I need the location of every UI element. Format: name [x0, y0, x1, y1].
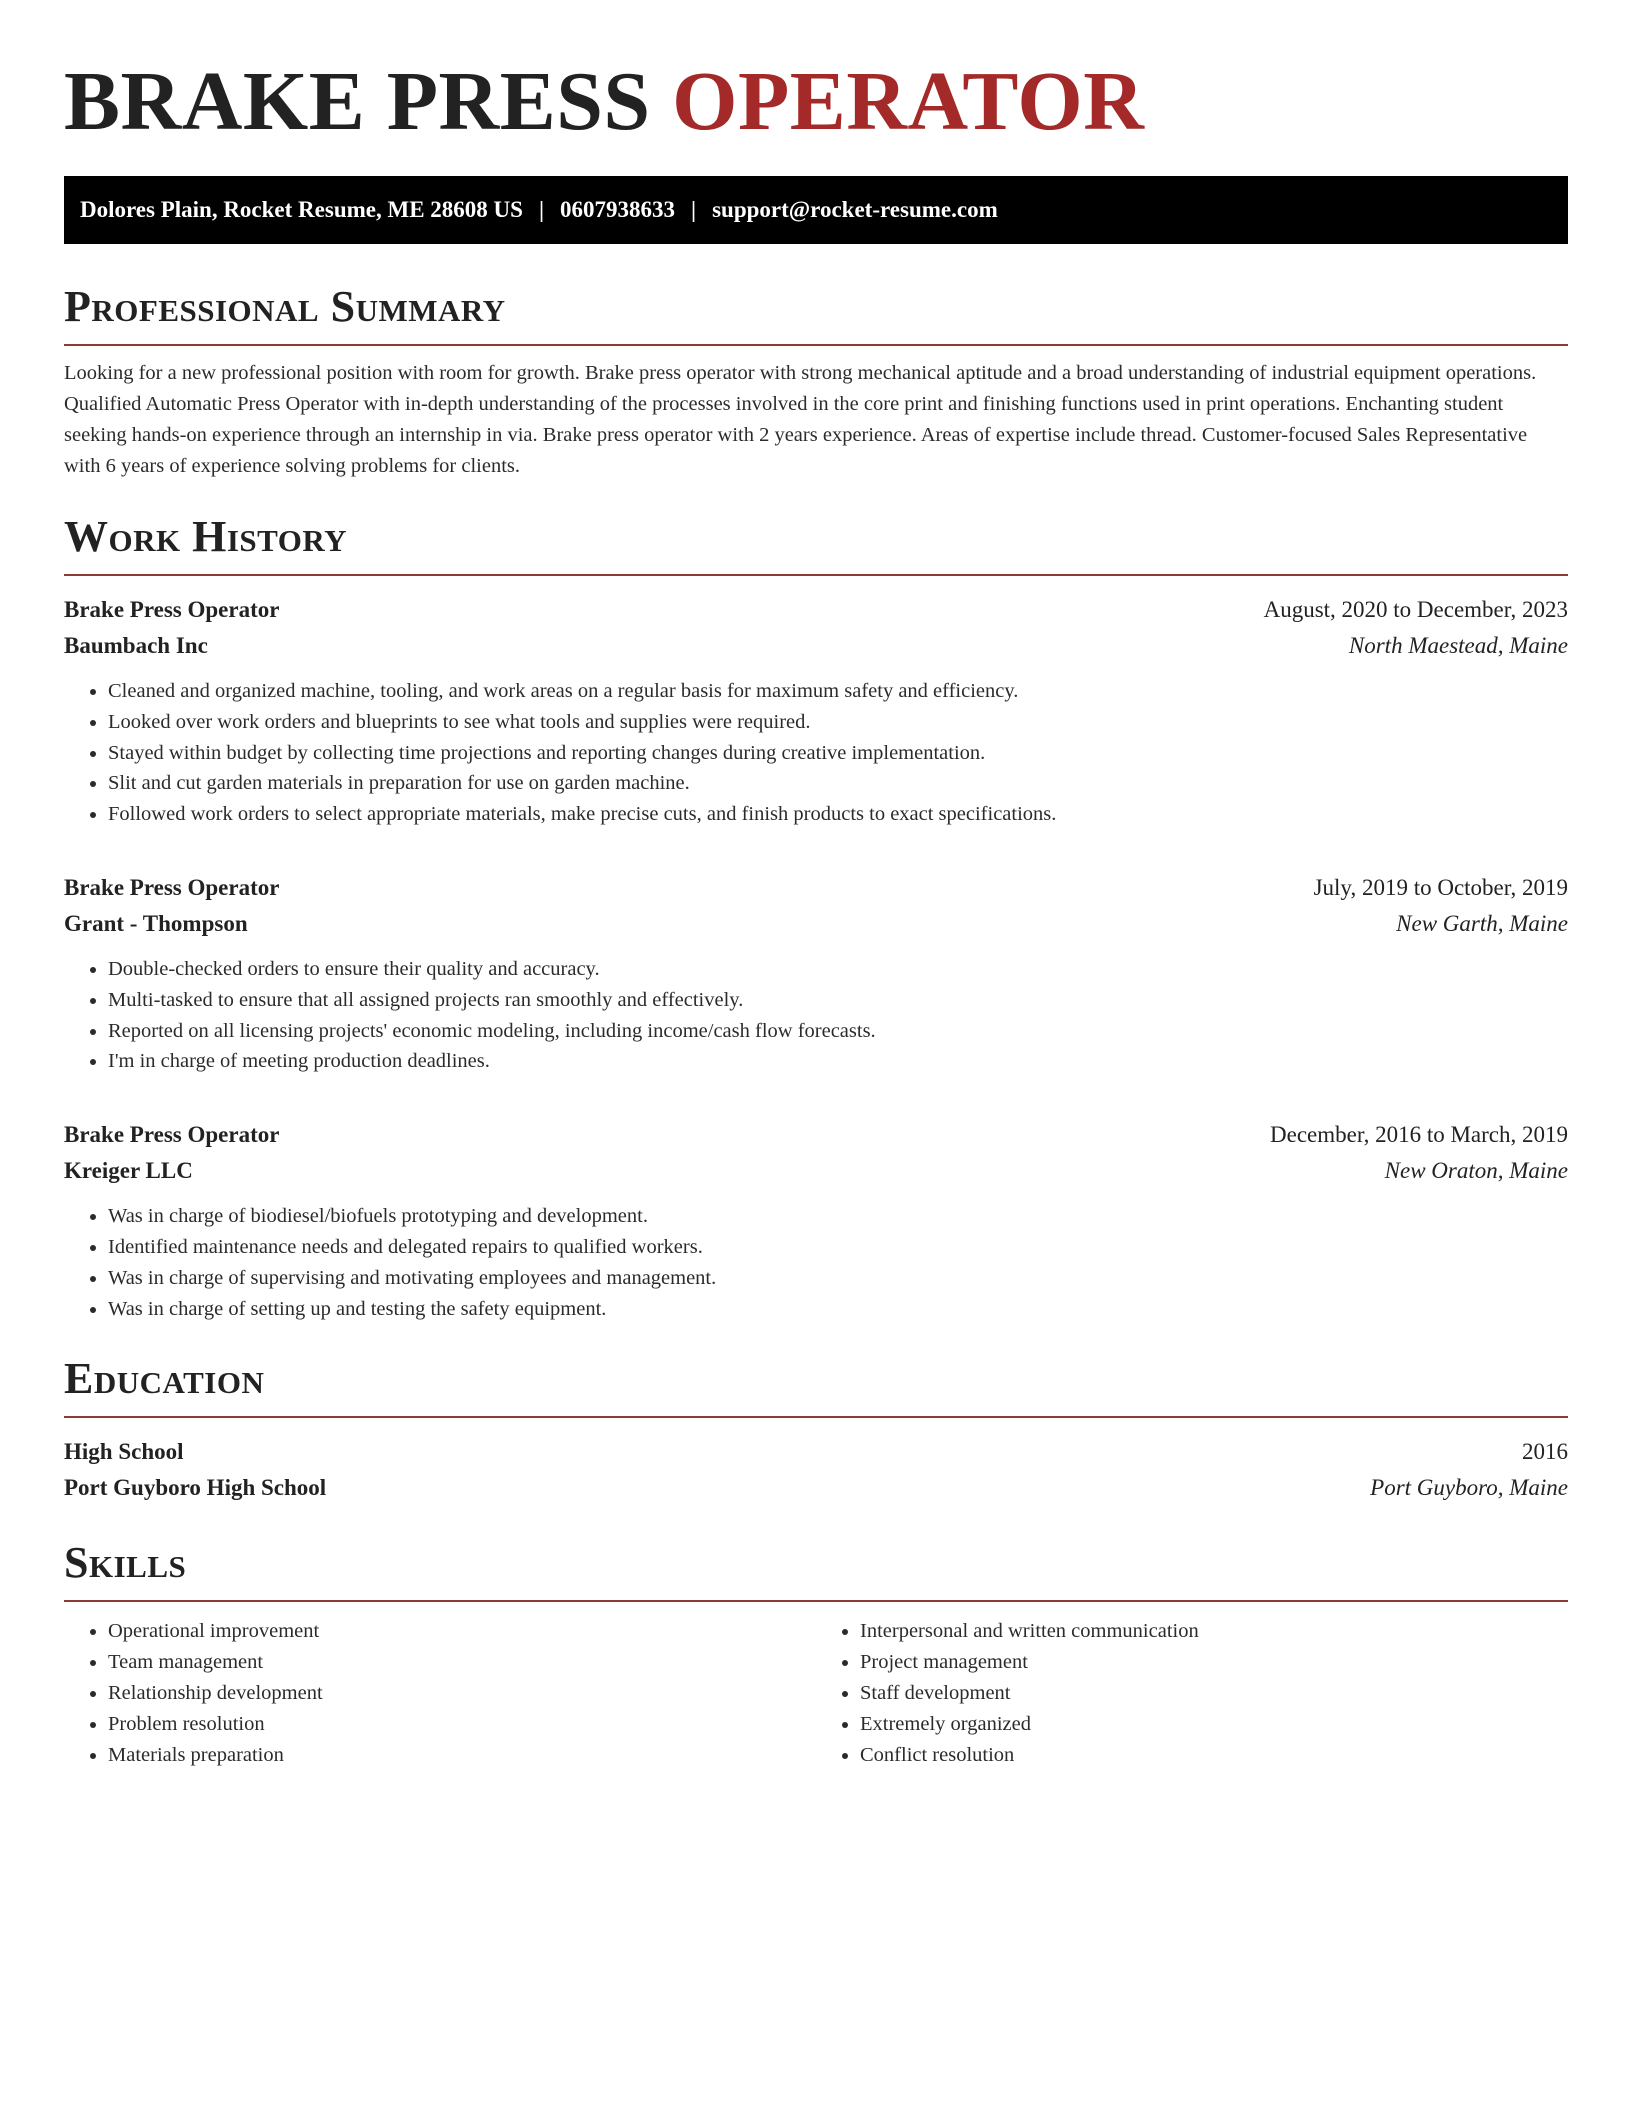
- skill-item: • Project management: [860, 1647, 1568, 1678]
- skill-item: • Materials preparation: [108, 1740, 816, 1771]
- job-header-row: [64, 1117, 1568, 1153]
- list-item: • Looked over work orders and blueprints to see what tools and supplies were required.: [108, 707, 1568, 738]
- job-location: New Garth, Maine: [1396, 910, 1568, 936]
- job-header-row: [64, 870, 1568, 906]
- list-item: • Cleaned and organized machine, tooling, and work areas on a regular basis for maximum safety and efficiency.: [108, 676, 1568, 707]
- job-title: Brake Press Operator: [64, 597, 280, 622]
- section-heading-summary: Professional Summary: [64, 282, 506, 331]
- resume-title: [64, 0, 1568, 152]
- job-title: Brake Press Operator: [64, 1122, 280, 1148]
- summary-text: Looking for a new professional position with room for growth. Brake press operator with strong mechanical aptitude and a broad understanding of industrial equipment operations. Qualified Automatic Press Operator with in-depth understanding of the processes involved in the core print and finishing functions used in print operations. Enchanting student seeking hands-on experience through an internship in via. Brake press operator with 2 years experience. Areas of expertise include thread. Customer-focused Sales Representative with 6 years of experience solving problems for clients.: [64, 362, 1537, 477]
- list-item: • I'm in charge of meeting production deadlines.: [108, 1046, 1568, 1077]
- section-divider: [64, 1600, 1568, 1602]
- list-item: • Identified maintenance needs and delegated repairs to qualified workers.: [108, 1232, 1568, 1263]
- contact-email[interactable]: support@rocket-resume.com: [712, 197, 998, 222]
- education-location: Port Guyboro, Maine: [1370, 1475, 1568, 1501]
- education-school: Port Guyboro High School: [64, 1475, 327, 1501]
- job-dates: July, 2019 to October, 2019: [1313, 874, 1568, 900]
- job-location: New Oraton, Maine: [1384, 1158, 1568, 1184]
- section-divider: [64, 574, 1568, 576]
- list-item: • Double-checked orders to ensure their quality and accuracy.: [108, 954, 1568, 985]
- contact-bar: [64, 176, 1568, 244]
- skill-item: • Team management: [108, 1647, 816, 1678]
- contact-phone[interactable]: 0607938633: [560, 197, 676, 222]
- skill-item: • Interpersonal and written communication: [860, 1616, 1568, 1647]
- job-company: Kreiger LLC: [64, 1158, 193, 1184]
- job-title: Brake Press Operator: [64, 874, 280, 900]
- job-entry: [64, 870, 1568, 1077]
- job-bullets: [64, 954, 1568, 1077]
- skill-item: • Staff development: [860, 1678, 1568, 1709]
- list-item: • Multi-tasked to ensure that all assigned projects ran smoothly and effectively.: [108, 985, 1568, 1016]
- section-heading-work-history: Work History: [64, 512, 348, 561]
- job-dates: August, 2020 to December, 2023: [1263, 597, 1568, 622]
- job-company-row: [64, 1153, 1568, 1189]
- skill-item: • Extremely organized: [860, 1709, 1568, 1740]
- title-accent: OPERATOR: [672, 55, 1145, 148]
- job-dates: December, 2016 to March, 2019: [1270, 1122, 1568, 1148]
- contact-address: Dolores Plain, Rocket Resume, ME 28608 US: [80, 197, 523, 222]
- list-item: • Was in charge of supervising and motivating employees and management.: [108, 1263, 1568, 1294]
- list-item: • Was in charge of biodiesel/biofuels prototyping and development.: [108, 1201, 1568, 1232]
- list-item: • Was in charge of setting up and testing the safety equipment.: [108, 1294, 1568, 1325]
- contact-separator: |: [691, 197, 697, 222]
- list-item: • Followed work orders to select appropriate materials, make precise cuts, and finish products to exact specifications.: [108, 799, 1568, 830]
- job-company-row: [64, 628, 1568, 664]
- education-header-row: [64, 1434, 1568, 1470]
- education-degree: High School: [64, 1439, 184, 1465]
- section-divider: [64, 1416, 1568, 1418]
- job-entry: [64, 1117, 1568, 1324]
- skill-item: • Relationship development: [108, 1678, 816, 1709]
- job-bullets: [64, 1201, 1568, 1324]
- section-heading-skills: Skills: [64, 1538, 187, 1588]
- contact-separator: |: [538, 197, 545, 222]
- section-divider: [64, 344, 1568, 346]
- job-company-row: [64, 906, 1568, 942]
- education-year: 2016: [1522, 1439, 1568, 1465]
- skills-columns: [64, 1616, 1568, 1770]
- job-location: North Maestead, Maine: [1348, 633, 1568, 658]
- list-item: • Reported on all licensing projects' economic modeling, including income/cash flow forecasts.: [108, 1016, 1568, 1047]
- list-item: • Stayed within budget by collecting time projections and reporting changes during creative implementation.: [108, 738, 1568, 769]
- skill-item: • Operational improvement: [108, 1616, 816, 1647]
- list-item: • Slit and cut garden materials in preparation for use on garden machine.: [108, 768, 1568, 799]
- skill-item: • Problem resolution: [108, 1709, 816, 1740]
- job-company: Grant - Thompson: [64, 910, 248, 936]
- job-company: Baumbach Inc: [64, 633, 208, 658]
- skills-list-left: [64, 1616, 816, 1770]
- job-bullets: [64, 676, 1568, 830]
- education-entry: [64, 1434, 1568, 1506]
- section-heading-education: Education: [64, 1354, 265, 1404]
- skill-item: • Conflict resolution: [860, 1740, 1568, 1771]
- job-entry: [64, 592, 1568, 830]
- education-school-row: [64, 1470, 1568, 1506]
- job-header-row: [64, 592, 1568, 628]
- skills-list-right: [816, 1616, 1568, 1770]
- title-main: BRAKE PRESS: [64, 55, 673, 148]
